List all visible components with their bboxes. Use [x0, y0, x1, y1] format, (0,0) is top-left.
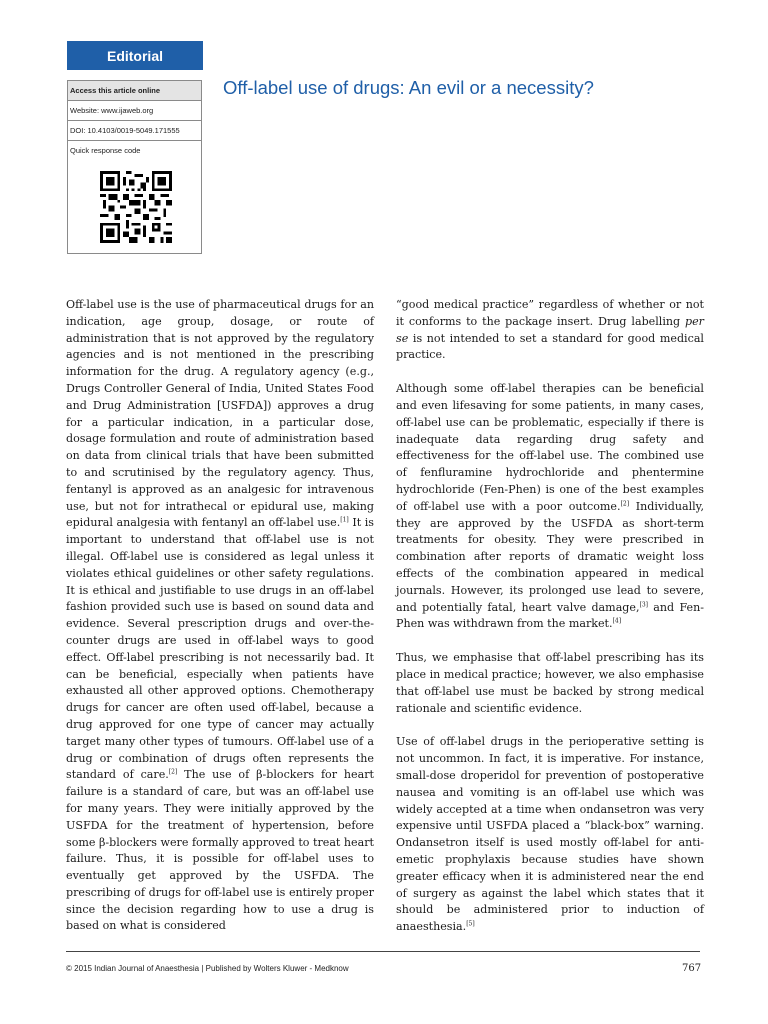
paragraph	[66, 297, 374, 935]
paragraph	[396, 381, 704, 633]
body-text: The use of β-blockers for heart failure is a standard of care, but was an off-label use for many years. They were initially approved by the USFDA for the treatment of hypertension, before some β-blockers were formally approved to treat heart failure. Thus, it is possible for off-label uses to eventually get approved by the USFDA. The prescribing of drugs for off-label use is entirely proper since the decision regarding how to use a drug is based on what is considered	[66, 768, 374, 933]
reference-link[interactable]: [2]	[620, 500, 630, 508]
body-column-right	[396, 297, 704, 953]
access-article-box	[67, 80, 202, 254]
article-title: Off-label use of drugs: An evil or a necessity?	[223, 77, 594, 98]
body-text: It is important to understand that off-label use is not illegal. Off-label use is considered as legal unless it violates ethical guidelines or other safety regulations. It is ethical and justifiable to use drugs in an off-label fashion provided such use is based on sound data and evidence. Several prescription drugs and over-the-counter drugs are used in off-label ways to good effect. Off-label prescribing is not necessarily bad. It can be beneficial, especially when patients have exhausted all other approved options. Chemotherapy drugs for cancer are often used off-label, because a drug approved for one type of cancer may actually target many other types of tumours. Off-label use of a drug or combination of drugs often represents the standard of care.	[66, 516, 374, 782]
doi-link[interactable]: DOI: 10.4103/0019-5049.171555	[68, 121, 201, 141]
body-text: is not intended to set a standard for good medical practice.	[396, 331, 704, 362]
paragraph	[396, 734, 704, 936]
qr-code-icon[interactable]	[100, 171, 172, 243]
footer-divider	[66, 951, 700, 952]
body-text: “good medical practice” regardless of whether or not it conforms to the package insert. Drug labelling	[396, 298, 704, 328]
reference-link[interactable]: [4]	[612, 617, 622, 625]
body-text: Although some off-label therapies can be beneficial and even lifesaving for some patients, in many cases, off-label use can be problematic, especially if there is inadequate data regarding drug safety and effectiveness for the off-label use. The combined use of fenfluramine hydrochloride and phentermine hydrochloride (Fen-Phen) is one of the best examples of off-label use with a poor outcome.	[396, 382, 704, 513]
reference-link[interactable]: [1]	[340, 516, 349, 524]
body-text: Individually, they are approved by the USFDA as short-term treatments for obesity. They were prescribed in combination after reports of dramatic weight loss effects of the combination appeared in medical journals. However, its prolonged use lead to severe, and potentially fatal, heart valve damage,	[396, 499, 705, 614]
qr-label: Quick response code	[70, 146, 141, 155]
paragraph: Thus, we emphasise that off-label prescribing has its place in medical practice; however, we also emphasise that off-label use must be backed by strong medical rationale and scientific evidence.	[396, 651, 704, 715]
footer-copyright: © 2015 Indian Journal of Anaesthesia | Published by Wolters Kluwer - Medknow	[66, 964, 349, 973]
body-text: Use of off-label drugs in the perioperative setting is not uncommon. In fact, it is imperative. For instance, small-dose droperidol for prevention of postoperative nausea and vomiting is an off-label use which was widely accepted at a time when ondansetron was very expensive until USFDA placed a “black-box” warning. Ondansetron itself is used mostly off-label for anti-emetic prophylaxis because studies have shown greater efficacy when it is administered near the end of surgery as against the label which states that it should be administered prior to induction of anaesthesia.	[396, 735, 704, 934]
website-link[interactable]: Website: www.ijaweb.org	[68, 101, 201, 121]
reference-link[interactable]: [5]	[466, 920, 475, 928]
body-text: Off-label use is the use of pharmaceutical drugs for an indication, age group, dosage, or route of administration that is not approved by the regulatory agencies and is not mentioned in the prescribing information for the drug. A regulatory agency (e.g., Drugs Controller General of India, United States Food and Drug Administration [USFDA]) approves a drug for a particular indication, in a particular dose, dosage formulation and route of administration based on data from clinical trials that have been submitted to and scrutinised by the regulatory agency. Thus, fentanyl is approved as an analgesic for intravenous use, but not for intrathecal or epidural use, making epidural analgesia with fentanyl an off-label use.	[66, 298, 374, 530]
page-number: 767	[682, 963, 702, 974]
body-text: and Fen-Phen was withdrawn from the market.	[396, 600, 704, 631]
reference-link[interactable]: [2]	[168, 768, 178, 776]
section-label: Editorial	[67, 41, 203, 70]
access-box-heading: Access this article online	[68, 81, 201, 101]
reference-link[interactable]: [3]	[639, 600, 648, 608]
paragraph	[396, 297, 704, 364]
body-column-left	[66, 297, 374, 952]
italic-term: per se	[396, 314, 704, 345]
